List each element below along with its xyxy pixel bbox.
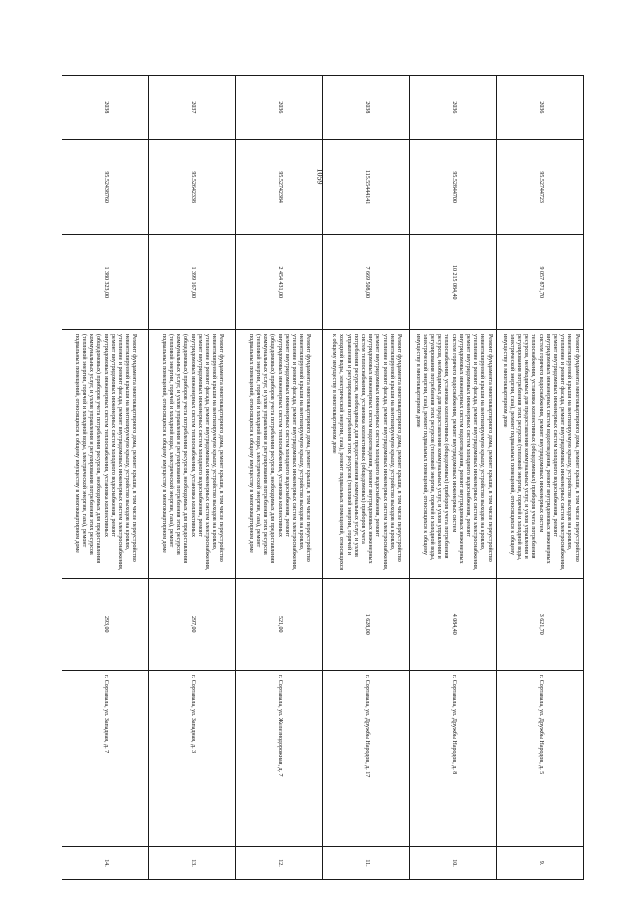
percent-cell: 95.52844700 [410,139,497,235]
register-table [62,75,584,880]
cost-cell: 1 380 323,00 [62,235,149,330]
area-cell: 4 084,40 [410,578,497,670]
year-cell: 2037 [149,76,236,140]
year-cell: 2038 [62,76,149,140]
area-cell: 521,00 [236,578,323,670]
percent-cell: 115.55444141 [323,139,410,235]
table-row [149,76,236,880]
year-cell: 2038 [323,76,410,140]
row-number-cell: 12. [236,846,323,879]
row-number-cell: 11. [323,846,410,879]
address-cell: г. Сортавала, ул. Западная, д. 7 [62,670,149,846]
address-cell: г. Сортавала, ул. Железнодорожная, д. 7 [236,670,323,846]
table-row [62,76,149,880]
cost-cell: 1 399 167,00 [149,235,236,330]
percent-cell: 95.52438760 [62,139,149,235]
page-number-text: 1059 [315,168,325,184]
address-cell: г. Сортавала, ул. Дружбы Народов, д. 5 [497,670,584,846]
cost-cell: 7 669 508,00 [323,235,410,330]
area-cell: 297,00 [149,578,236,670]
row-number-cell: 10. [410,846,497,879]
address-cell: г. Сортавала, ул. Дружбы Народов, д. 8 [410,670,497,846]
address-cell: г. Сортавала, ул. Дружбы Народов, д. 17 [323,670,410,846]
works-cell: Ремонт фундамента многоквартирного дома, ремонт крыши, в том числе переустройство невентилируемой крыши на вентилируемую крышу, устройство выходов на кровлю, утепление и ремонт фасада, ремонт внутридомовых инженерных систем электроснабжения, ремонт внутридомовых инженерных систем холодного водоснабжения, ремонт внутридомовых инженерных систем водоотведения, ремонт внутридомовых инженерных систем горячего водоснабжения, ремонт внутридомовых инженерных систем теплоснабжения, установка коллективных (общедомовых) приборов учета потребления ресурсов, необходимых для предоставления коммунальных услуг, и узлов управления и регулирования потребления этих ресурсов (тепловой энергии, горячей и холодной воды, электрической энергии, газа), ремонт подвальных помещений, относящихся к общему имуществу в многоквартирном доме [410,330,497,579]
register-table-wrapper [62,75,584,880]
area-cell: 1 628,00 [323,578,410,670]
cost-cell: 2 454 431,00 [236,235,323,330]
percent-cell: 95.52642338 [149,139,236,235]
year-cell: 2036 [410,76,497,140]
works-cell: Ремонт фундамента многоквартирного дома, ремонт крыши, в том числе переустройство невентилируемой крыши на вентилируемую крышу, устройство выходов на кровлю, утепление и ремонт фасада, ремонт внутридомовых инженерных систем электроснабжения, ремонт внутридомовых инженерных систем холодного водоснабжения, ремонт внутридомовых инженерных систем теплоснабжения, установка коллективных (общедомовых) приборов учета потребления ресурсов, необходимых для предоставления коммунальных услуг, и узлов управления и регулирования потребления этих ресурсов (тепловой энергии, горячей и холодной воды, электрической энергии, газа), ремонт подвальных помещений, относящихся к общему имуществу в многоквартирном доме [62,330,149,579]
area-cell: 3 621,70 [497,578,584,670]
works-cell: Ремонт фундамента многоквартирного дома, ремонт крыши, в том числе переустройство невентилируемой крыши на вентилируемую крышу, устройство выходов на кровлю, утепление и ремонт фасада, ремонт внутридомовых инженерных систем электроснабжения, ремонт внутридомовых инженерных систем холодного водоснабжения, ремонт внутридомовых инженерных систем теплоснабжения, установка коллективных (общедомовых) приборов учета потребления ресурсов, необходимых для предоставления коммунальных услуг, и узлов управления и регулирования потребления этих ресурсов (тепловой энергии, горячей и холодной воды, электрической энергии, газа), ремонт подвальных помещений, относящихся к общему имуществу в многоквартирном доме [149,330,236,579]
table-row [497,76,584,880]
cost-cell: 9 057 871,70 [497,235,584,330]
table-row [323,76,410,880]
row-number-cell: 14. [62,846,149,879]
cost-cell: 10 215 084,40 [410,235,497,330]
row-number-cell: 13. [149,846,236,879]
year-cell: 2036 [497,76,584,140]
works-cell: Ремонт фундамента многоквартирного дома, ремонт крыши, в том числе переустройство невентилируемой крыши на вентилируемую крышу, устройство выходов на кровлю, утепление и ремонт фасада, ремонт внутридомовых инженерных систем электроснабжения, ремонт внутридомовых инженерных систем холодного водоснабжения, ремонт внутридомовых инженерных систем водоотведения, ремонт внутридомовых инженерных систем теплоснабжения, установка коллективных (общедомовых) приборов учета потребления ресурсов, необходимых для предоставления коммунальных услуг, и узлов управления и регулирования потребления этих ресурсов (тепловой энергии, горячей и холодной воды, электрической энергии, газа), ремонт подвальных помещений, относящихся к общему имуществу в многоквартирном доме [323,330,410,579]
register-table-rotated [62,75,584,880]
works-cell: Ремонт фундамента многоквартирного дома, ремонт крыши, в том числе переустройство невентилируемой крыши на вентилируемую крышу, устройство выходов на кровлю, утепление и ремонт фасада, ремонт внутридомовых инженерных систем электроснабжения, ремонт внутридомовых инженерных систем холодного водоснабжения, ремонт внутридомовых инженерных систем теплоснабжения, установка коллективных (общедомовых) приборов учета потребления ресурсов, необходимых для предоставления коммунальных услуг, и узлов управления и регулирования потребления этих ресурсов (тепловой энергии, горячей и холодной воды, электрической энергии, газа), ремонт подвальных помещений, относящихся к общему имуществу в многоквартирном доме [236,330,323,579]
year-cell: 2036 [236,76,323,140]
table-row [410,76,497,880]
address-cell: г. Сортавала, ул. Западная, д. 3 [149,670,236,846]
percent-cell: 95.52742384 [236,139,323,235]
works-cell: Ремонт фундамента многоквартирного дома, ремонт крыши, в том числе переустройство невентилируемой крыши на вентилируемую крышу, устройство выходов на кровлю, утепление и ремонт фасада, ремонт внутридомовых инженерных систем электроснабжения, ремонт внутридомовых инженерных систем холодного водоснабжения, ремонт внутридомовых инженерных систем водоотведения, ремонт внутридомовых инженерных систем горячего водоснабжения, ремонт внутридомовых инженерных систем теплоснабжения, установка коллективных (общедомовых) приборов учета потребления ресурсов, необходимых для предоставления коммунальных услуг, и узлов управления и регулирования потребления этих ресурсов (тепловой энергии, горячей и холодной воды, электрической энергии, газа), ремонт подвальных помещений, относящихся к общему имуществу в многоквартирном доме [497,330,584,579]
row-number-cell: 9. [497,846,584,879]
table-row [236,76,323,880]
percent-cell: 95.52744723 [497,139,584,235]
area-cell: 293,00 [62,578,149,670]
